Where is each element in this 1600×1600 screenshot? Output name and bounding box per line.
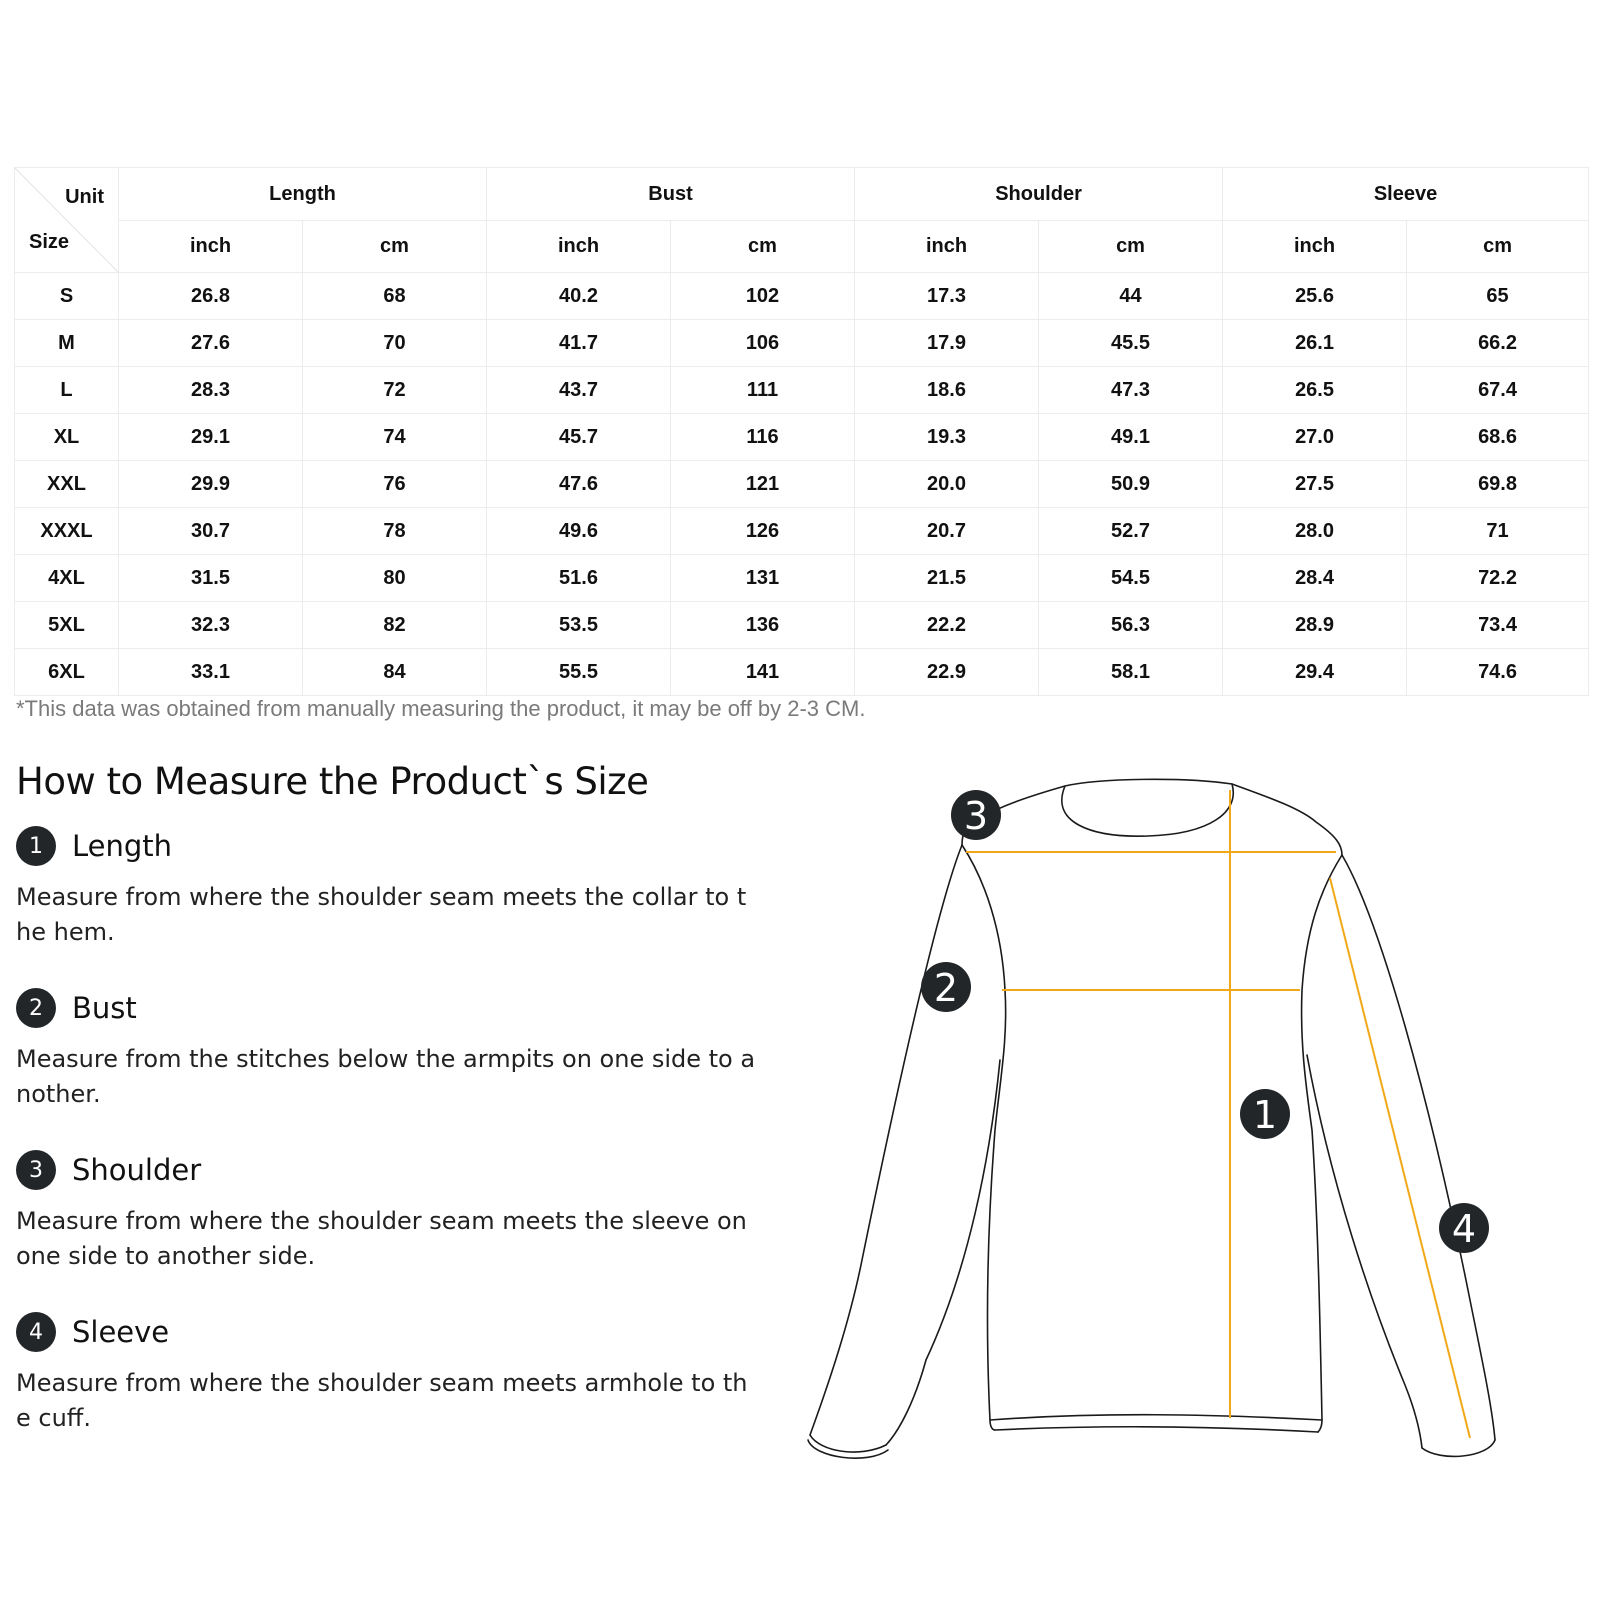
measurement-cell: 141 <box>671 649 855 696</box>
step-number-badge: 2 <box>16 988 56 1028</box>
measurement-cell: 29.1 <box>119 414 303 461</box>
step-name: Sleeve <box>72 1315 170 1349</box>
measurement-cell: 67.4 <box>1407 367 1589 414</box>
unit-header: cm <box>1407 221 1589 273</box>
measurement-cell: 44 <box>1039 273 1223 320</box>
step-description: Measure from where the shoulder seam meets the collar to the hem. <box>16 883 747 946</box>
measurement-cell: 72.2 <box>1407 555 1589 602</box>
svg-text:4: 4 <box>1451 1207 1477 1251</box>
measurement-cell: 45.5 <box>1039 320 1223 367</box>
sweater-measurement-diagram <box>770 755 1500 1485</box>
marker-bust <box>921 962 971 1012</box>
measurement-cell: 22.2 <box>855 602 1039 649</box>
guide-step-sleeve <box>16 1310 756 1436</box>
measurement-cell: 55.5 <box>487 649 671 696</box>
measurement-cell: 26.8 <box>119 273 303 320</box>
unit-header: inch <box>1223 221 1407 273</box>
measurement-cell: 74.6 <box>1407 649 1589 696</box>
size-cell: 5XL <box>15 602 119 649</box>
table-row <box>15 649 1589 696</box>
step-number-badge: 3 <box>16 1150 56 1190</box>
step-description: Measure from where the shoulder seam meets armhole to the cuff. <box>16 1369 748 1432</box>
step-number-badge: 1 <box>16 826 56 866</box>
measurement-cell: 28.3 <box>119 367 303 414</box>
step-name: Bust <box>72 991 137 1025</box>
measurement-cell: 29.4 <box>1223 649 1407 696</box>
table-header-row <box>15 168 1589 221</box>
measurement-cell: 32.3 <box>119 602 303 649</box>
measurement-cell: 84 <box>303 649 487 696</box>
measurement-cell: 27.6 <box>119 320 303 367</box>
measurement-cell: 68 <box>303 273 487 320</box>
svg-text:1: 1 <box>1252 1093 1278 1137</box>
measurement-cell: 131 <box>671 555 855 602</box>
measurement-cell: 18.6 <box>855 367 1039 414</box>
measurement-cell: 26.5 <box>1223 367 1407 414</box>
svg-text:3: 3 <box>963 794 989 838</box>
step-description: Measure from the stitches below the armpits on one side to another. <box>16 1045 756 1108</box>
measurement-cell: 45.7 <box>487 414 671 461</box>
measurement-cell: 27.5 <box>1223 461 1407 508</box>
measurement-cell: 22.9 <box>855 649 1039 696</box>
measurement-cell: 126 <box>671 508 855 555</box>
unit-header: cm <box>671 221 855 273</box>
step-name: Length <box>72 829 173 863</box>
group-header-shoulder: Shoulder <box>855 168 1223 221</box>
measurement-cell: 66.2 <box>1407 320 1589 367</box>
measurement-cell: 30.7 <box>119 508 303 555</box>
measurement-disclaimer: *This data was obtained from manually measuring the product, it may be off by 2-3 CM. <box>16 696 866 721</box>
measurement-cell: 116 <box>671 414 855 461</box>
unit-header: inch <box>855 221 1039 273</box>
measurement-cell: 54.5 <box>1039 555 1223 602</box>
measurement-cell: 56.3 <box>1039 602 1223 649</box>
measurement-cell: 70 <box>303 320 487 367</box>
table-unit-row <box>15 221 1589 273</box>
unit-header: inch <box>119 221 303 273</box>
marker-length <box>1240 1089 1290 1139</box>
unit-header: cm <box>303 221 487 273</box>
measurement-cell: 78 <box>303 508 487 555</box>
step-name: Shoulder <box>72 1153 202 1187</box>
measurement-cell: 27.0 <box>1223 414 1407 461</box>
measurement-cell: 71 <box>1407 508 1589 555</box>
table-row <box>15 508 1589 555</box>
marker-shoulder <box>951 790 1001 840</box>
measurement-cell: 68.6 <box>1407 414 1589 461</box>
measurement-cell: 80 <box>303 555 487 602</box>
guide-step-length <box>16 824 756 950</box>
measurement-cell: 49.6 <box>487 508 671 555</box>
measurement-cell: 43.7 <box>487 367 671 414</box>
measurement-cell: 21.5 <box>855 555 1039 602</box>
corner-size-label: Size <box>29 231 70 253</box>
measurement-cell: 19.3 <box>855 414 1039 461</box>
measurement-cell: 74 <box>303 414 487 461</box>
group-header-bust: Bust <box>487 168 855 221</box>
size-chart-table <box>14 167 1589 696</box>
table-row <box>15 414 1589 461</box>
unit-header: cm <box>1039 221 1223 273</box>
measurement-cell: 41.7 <box>487 320 671 367</box>
measurement-cell: 72 <box>303 367 487 414</box>
size-cell: XL <box>15 414 119 461</box>
measurement-cell: 26.1 <box>1223 320 1407 367</box>
measurement-cell: 31.5 <box>119 555 303 602</box>
measurement-cell: 17.3 <box>855 273 1039 320</box>
size-cell: 6XL <box>15 649 119 696</box>
table-row <box>15 461 1589 508</box>
measurement-cell: 121 <box>671 461 855 508</box>
guide-step-shoulder <box>16 1148 756 1274</box>
measurement-cell: 102 <box>671 273 855 320</box>
measurement-cell: 69.8 <box>1407 461 1589 508</box>
measurement-cell: 17.9 <box>855 320 1039 367</box>
size-cell: S <box>15 273 119 320</box>
size-cell: 4XL <box>15 555 119 602</box>
measurement-cell: 136 <box>671 602 855 649</box>
measurement-cell: 20.7 <box>855 508 1039 555</box>
table-corner-cell <box>15 168 119 273</box>
measurement-cell: 33.1 <box>119 649 303 696</box>
size-cell: L <box>15 367 119 414</box>
table-row <box>15 320 1589 367</box>
sleeve-line <box>1330 878 1470 1438</box>
measurement-cell: 51.6 <box>487 555 671 602</box>
measurement-cell: 40.2 <box>487 273 671 320</box>
size-cell: M <box>15 320 119 367</box>
size-cell: XXL <box>15 461 119 508</box>
measurement-cell: 25.6 <box>1223 273 1407 320</box>
table-row <box>15 273 1589 320</box>
size-cell: XXXL <box>15 508 119 555</box>
marker-sleeve <box>1439 1203 1489 1253</box>
table-row <box>15 555 1589 602</box>
measurement-cell: 50.9 <box>1039 461 1223 508</box>
sweater-outline <box>808 779 1495 1458</box>
unit-header: inch <box>487 221 671 273</box>
guide-title: How to Measure the Product`s Size <box>16 760 649 803</box>
measurement-cell: 76 <box>303 461 487 508</box>
svg-text:2: 2 <box>933 966 959 1010</box>
measurement-cell: 28.9 <box>1223 602 1407 649</box>
measurement-cell: 28.4 <box>1223 555 1407 602</box>
diagonal-divider <box>15 168 118 272</box>
measurement-cell: 106 <box>671 320 855 367</box>
measurement-cell: 20.0 <box>855 461 1039 508</box>
group-header-length: Length <box>119 168 487 221</box>
corner-unit-label: Unit <box>65 186 104 208</box>
measurement-cell: 82 <box>303 602 487 649</box>
measurement-cell: 47.3 <box>1039 367 1223 414</box>
measurement-cell: 53.5 <box>487 602 671 649</box>
measurement-lines <box>963 790 1470 1438</box>
measurement-cell: 47.6 <box>487 461 671 508</box>
step-description: Measure from where the shoulder seam meets the sleeve on one side to another side. <box>16 1207 747 1270</box>
step-number-badge: 4 <box>16 1312 56 1352</box>
measurement-cell: 65 <box>1407 273 1589 320</box>
measurement-cell: 111 <box>671 367 855 414</box>
measurement-cell: 52.7 <box>1039 508 1223 555</box>
table-row <box>15 602 1589 649</box>
guide-step-bust <box>16 986 756 1112</box>
measurement-cell: 28.0 <box>1223 508 1407 555</box>
measurement-cell: 29.9 <box>119 461 303 508</box>
group-header-sleeve: Sleeve <box>1223 168 1589 221</box>
measurement-cell: 73.4 <box>1407 602 1589 649</box>
measurement-cell: 58.1 <box>1039 649 1223 696</box>
measurement-cell: 49.1 <box>1039 414 1223 461</box>
table-row <box>15 367 1589 414</box>
